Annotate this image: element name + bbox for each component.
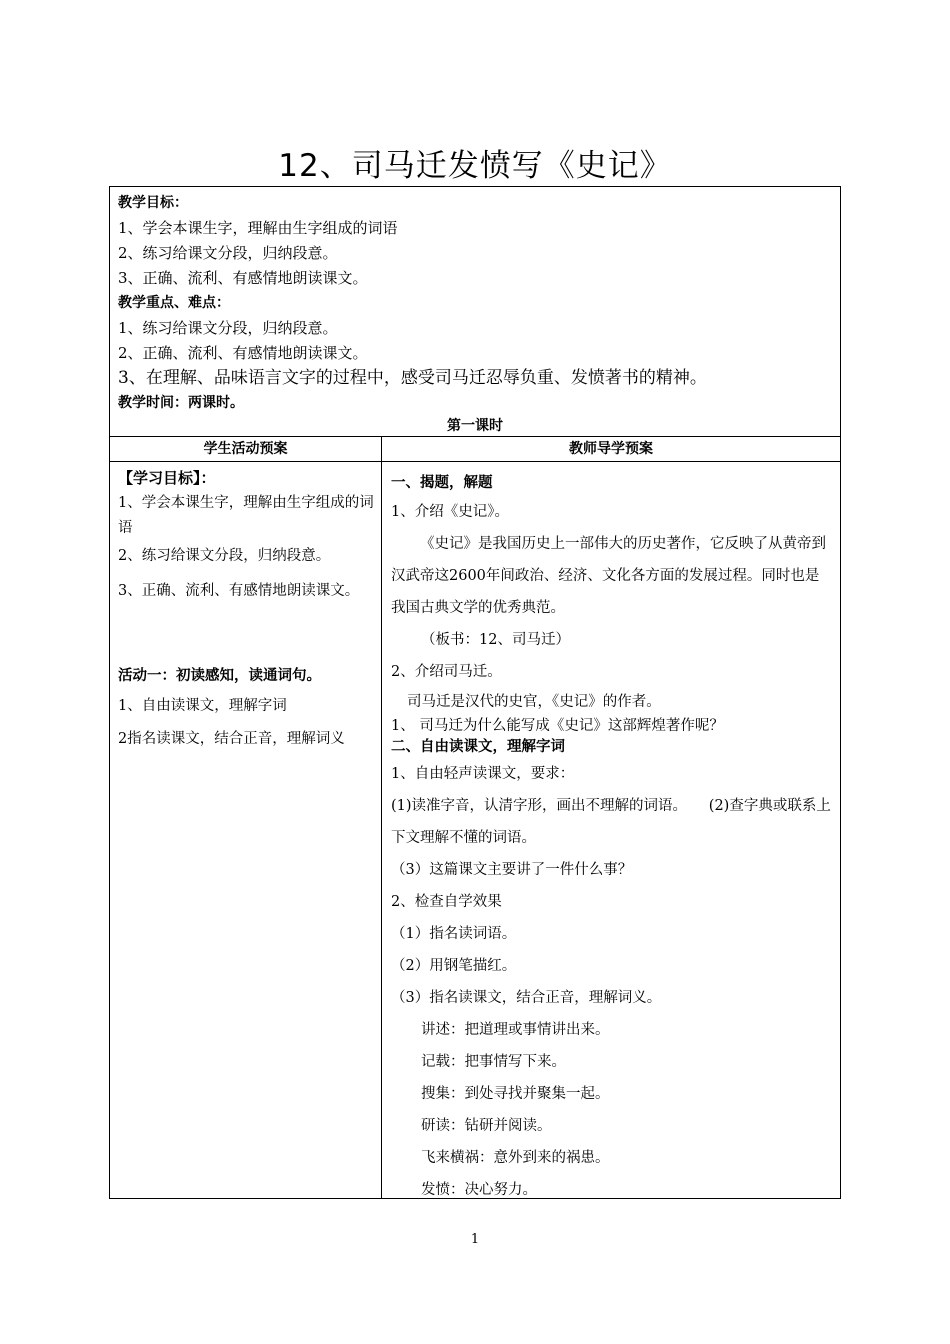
session-label: 第一课时: [447, 418, 503, 434]
objective-item: 1、学会本课生字，理解由生字组成的词语: [118, 219, 398, 237]
student-column-header: 学生活动预案: [109, 436, 382, 462]
word-definition: 研读：钻研并阅读。: [421, 1118, 552, 1134]
guide-line: 1、介绍《史记》。: [391, 504, 509, 520]
goal-heading: 【学习目标】：: [118, 469, 216, 487]
page-title: 12、司马迁发愤写《史记》: [278, 148, 672, 184]
word-definition: 记载：把事情写下来。: [421, 1054, 566, 1070]
goal-item: 1、学会本课生字，理解由生字组成的词语: [118, 495, 374, 536]
guide-line: 1、自由轻声读课文，要求：: [391, 766, 575, 782]
section-heading: 二、自由读课文，理解字词: [391, 739, 565, 755]
guide-line: 2、介绍司马迁。: [391, 664, 502, 680]
key-point-item: 1、练习给课文分段，归纳段意。: [118, 319, 338, 337]
teaching-time: 教学时间：两课时。: [118, 395, 244, 411]
word-definition: 发愤：决心努力。: [421, 1182, 537, 1198]
guide-line: （3）指名读课文，结合正音，理解词义。: [391, 990, 662, 1006]
activity-item: 2指名读课文，结合正音，理解词义: [118, 731, 345, 747]
objective-item: 2、练习给课文分段，归纳段意。: [118, 244, 338, 262]
word-definition: 讲述：把道理或事情讲出来。: [421, 1022, 610, 1038]
student-activity-column: [109, 461, 382, 1199]
guide-line: （3）这篇课文主要讲了一件什么事？: [391, 862, 633, 878]
guide-line: （2）用钢笔描红。: [391, 958, 517, 974]
word-definition: 搜集：到处寻找并聚集一起。: [421, 1086, 610, 1102]
activity-heading: 活动一：初读感知，读通词句。: [118, 668, 321, 684]
section-heading: 一、揭题，解题: [391, 475, 493, 491]
page-number: 1: [470, 1232, 480, 1247]
objective-item: 3、正确、流利、有感情地朗读课文。: [118, 269, 368, 287]
teacher-column-header: 教师导学预案: [381, 436, 841, 462]
key-point-item: 2、正确、流利、有感情地朗读课文。: [118, 344, 368, 362]
guide-paragraph: (1)读准字音，认清字形，画出不理解的词语。 (2)查字典或联系上下文理解不懂的词语。: [391, 798, 831, 846]
goal-item: 3、正确、流利、有感情地朗读课文。: [118, 583, 360, 599]
guide-paragraph: 《史记》是我国历史上一部伟大的历史著作，它反映了从黄帝到汉武帝这2600年间政治、经济、文化各方面的发展过程。同时也是我国古典文学的优秀典范。: [391, 536, 826, 616]
word-definition: 飞来横祸：意外到来的祸患。: [421, 1150, 610, 1166]
teacher-guide-column: [381, 461, 841, 1199]
goal-item: 2、练习给课文分段，归纳段意。: [118, 548, 331, 564]
board-note: （板书：12、司马迁）: [421, 632, 570, 648]
guide-question: 1、 司马迁为什么能写成《史记》这部辉煌著作呢？: [391, 718, 724, 734]
lesson-overview: [109, 186, 841, 437]
objectives-heading: 教学目标：: [118, 195, 188, 211]
key-point-item: 3、在理解、品味语言文字的过程中，感受司马迁忍辱负重、发愤著书的精神。: [118, 368, 707, 388]
key-points-heading: 教学重点、难点：: [118, 295, 230, 311]
guide-line: 2、检查自学效果: [391, 894, 502, 910]
activity-item: 1、自由读课文，理解字词: [118, 698, 287, 714]
guide-line: （1）指名读词语。: [391, 926, 517, 942]
guide-line: 司马迁是汉代的史官，《史记》的作者。: [407, 694, 661, 710]
